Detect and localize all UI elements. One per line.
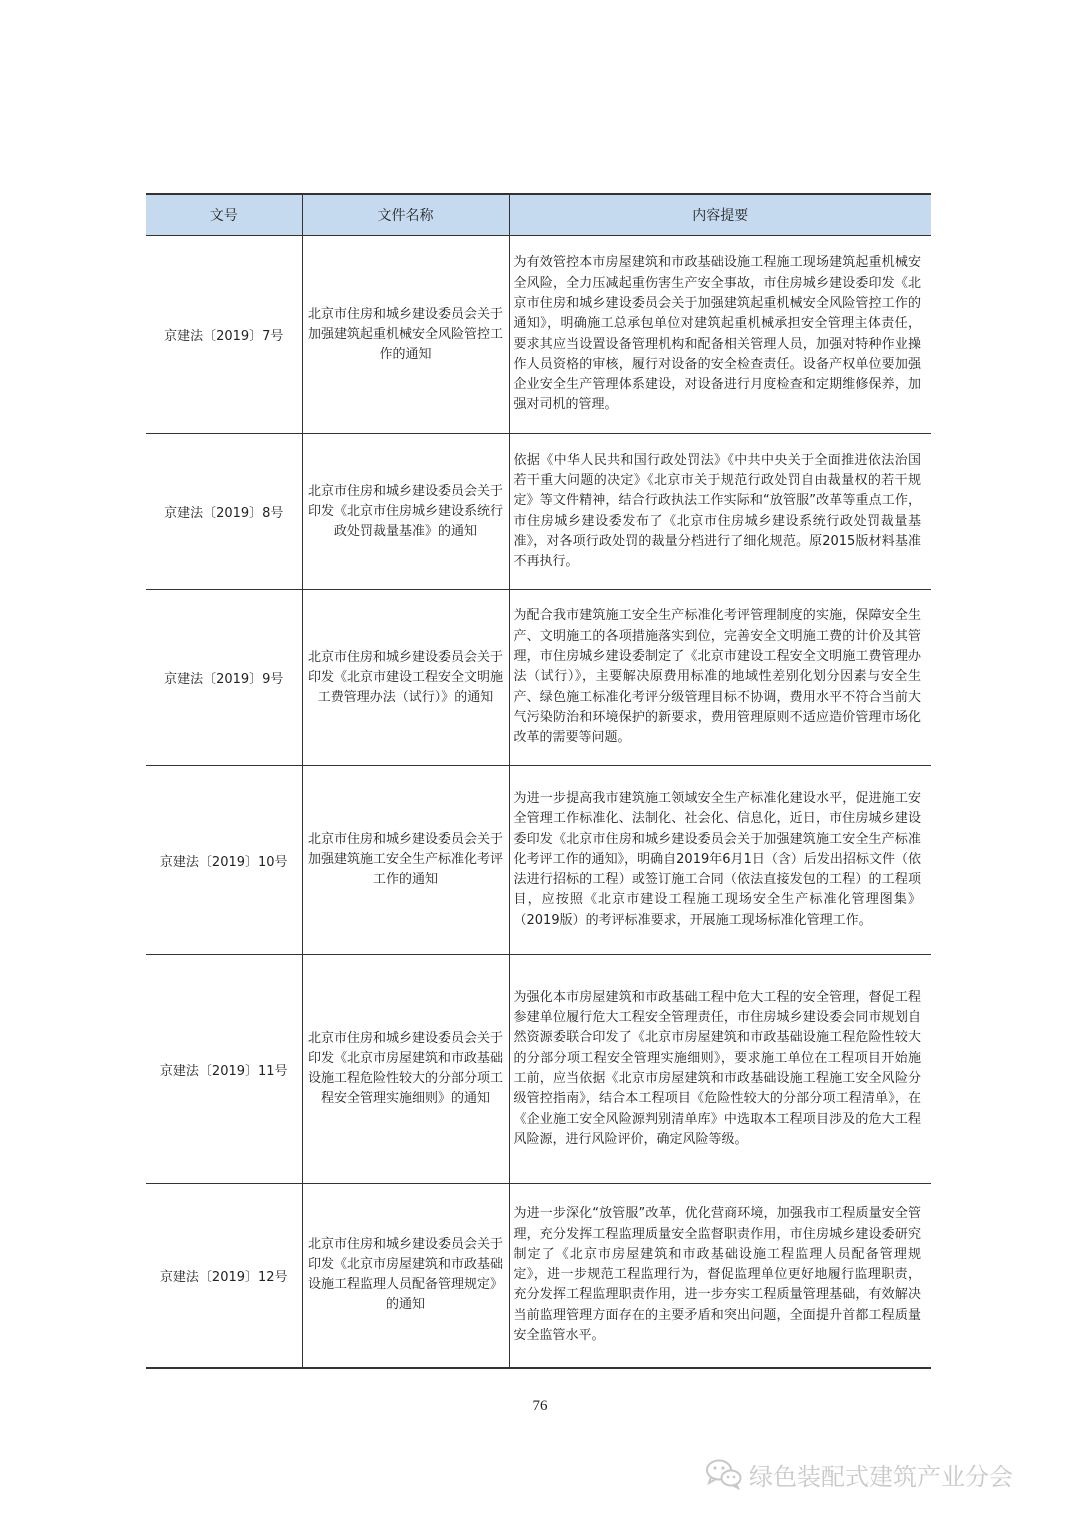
header-doc-number: 文号 bbox=[146, 194, 302, 236]
summary-cell: 为强化本市房屋建筑和市政基础工程中危大工程的安全管理，督促工程参建单位履行危大工程安全管理责任，市住房城乡建设委会同市规划自然资源委联合印发了《北京市房屋建筑和市政基础设施工程危险性较大的分部分项工程安全管理实施细则》，要求施工单位在工程项目开始施工前，应当依据《北京市房屋建筑和市政基础设施工程施工安全风险分级管控指南》，结合本工程项目《危险性较大的分部分项工程清单》，在《企业施工安全风险源判别清单库》中选取本工程项目涉及的危大工程风险源，进行风险评价，确定风险等级。 bbox=[509, 955, 931, 1184]
doc-number-cell: 京建法〔2019〕11号 bbox=[146, 955, 302, 1184]
header-file-name: 文件名称 bbox=[302, 194, 509, 236]
table-row bbox=[146, 236, 931, 434]
table-row bbox=[146, 955, 931, 1184]
file-name-cell: 北京市住房和城乡建设委员会关于印发《北京市建设工程安全文明施工费管理办法（试行）》的通知 bbox=[302, 590, 509, 766]
table-row bbox=[146, 434, 931, 590]
watermark-text: 绿色装配式建筑产业分会 bbox=[749, 1462, 1013, 1491]
table-row bbox=[146, 590, 931, 766]
page-number: 76 bbox=[532, 1398, 548, 1414]
table-header-row bbox=[146, 194, 931, 236]
regulations-table bbox=[146, 193, 931, 1369]
doc-number-cell: 京建法〔2019〕7号 bbox=[146, 236, 302, 434]
doc-number-cell: 京建法〔2019〕10号 bbox=[146, 766, 302, 955]
summary-cell: 依据《中华人民共和国行政处罚法》《中共中央关于全面推进依法治国若干重大问题的决定》《北京市关于规范行政处罚自由裁量权的若干规定》等文件精神，结合行政执法工作实际和“放管服”改革等重点工作，市住房城乡建设委发布了《北京市住房城乡建设系统行政处罚裁量基准》，对各项行政处罚的裁量分档进行了细化规范。原2015版材料基准不再执行。 bbox=[509, 434, 931, 590]
table-row bbox=[146, 1184, 931, 1368]
doc-number-cell: 京建法〔2019〕8号 bbox=[146, 434, 302, 590]
summary-cell: 为配合我市建筑施工安全生产标准化考评管理制度的实施，保障安全生产、文明施工的各项措施落实到位，完善安全文明施工费的计价及其管理，市住房城乡建设委制定了《北京市建设工程安全文明施工费管理办法（试行）》，主要解决原费用标准的地域性差别化划分因素与安全生产、绿色施工标准化考评分级管理目标不协调，费用水平不符合当前大气污染防治和环境保护的新要求，费用管理原则不适应造价管理市场化改革的需要等问题。 bbox=[509, 590, 931, 766]
file-name-cell: 北京市住房和城乡建设委员会关于印发《北京市房屋建筑和市政基础设施工程监理人员配备管理规定》的通知 bbox=[302, 1184, 509, 1368]
file-name-cell: 北京市住房和城乡建设委员会关于印发《北京市房屋建筑和市政基础设施工程危险性较大的分部分项工程安全管理实施细则》的通知 bbox=[302, 955, 509, 1184]
wechat-icon bbox=[705, 1458, 743, 1490]
header-summary: 内容提要 bbox=[509, 194, 931, 236]
doc-number-cell: 京建法〔2019〕12号 bbox=[146, 1184, 302, 1368]
doc-number-cell: 京建法〔2019〕9号 bbox=[146, 590, 302, 766]
table-row bbox=[146, 766, 931, 955]
summary-cell: 为进一步提高我市建筑施工领域安全生产标准化建设水平，促进施工安全管理工作标准化、法制化、社会化、信息化，近日，市住房城乡建设委印发《北京市住房和城乡建设委员会关于加强建筑施工安全生产标准化考评工作的通知》，明确自2019年6月1日（含）后发出招标文件（依法进行招标的工程）或签订施工合同（依法直接发包的工程）的工程项目，应按照《北京市建设工程施工现场安全生产标准化管理图集》（2019版）的考评标准要求，开展施工现场标准化管理工作。 bbox=[509, 766, 931, 955]
file-name-cell: 北京市住房和城乡建设委员会关于加强建筑起重机械安全风险管控工作的通知 bbox=[302, 236, 509, 434]
summary-cell: 为进一步深化“放管服”改革，优化营商环境，加强我市工程质量安全管理，充分发挥工程监理质量安全监督职责作用，市住房城乡建设委研究制定了《北京市房屋建筑和市政基础设施工程监理人员配备管理规定》，进一步规范工程监理行为，督促监理单位更好地履行监理职责，充分发挥工程监理职责作用，进一步夯实工程质量管理基础，有效解决当前监理管理方面存在的主要矛盾和突出问题，全面提升首都工程质量安全监管水平。 bbox=[509, 1184, 931, 1368]
watermark bbox=[705, 1458, 1013, 1490]
file-name-cell: 北京市住房和城乡建设委员会关于加强建筑施工安全生产标准化考评工作的通知 bbox=[302, 766, 509, 955]
file-name-cell: 北京市住房和城乡建设委员会关于印发《北京市住房城乡建设系统行政处罚裁量基准》的通知 bbox=[302, 434, 509, 590]
summary-cell: 为有效管控本市房屋建筑和市政基础设施工程施工现场建筑起重机械安全风险，全力压减起重伤害生产安全事故，市住房城乡建设委印发《北京市住房和城乡建设委员会关于加强建筑起重机械安全风险管控工作的通知》，明确施工总承包单位对建筑起重机械承担安全管理主体责任，要求其应当设置设备管理机构和配备相关管理人员，加强对特种作业操作人员资格的审核，履行对设备的安全检查责任。设备产权单位要加强企业安全生产管理体系建设，对设备进行月度检查和定期维修保养，加强对司机的管理。 bbox=[509, 236, 931, 434]
